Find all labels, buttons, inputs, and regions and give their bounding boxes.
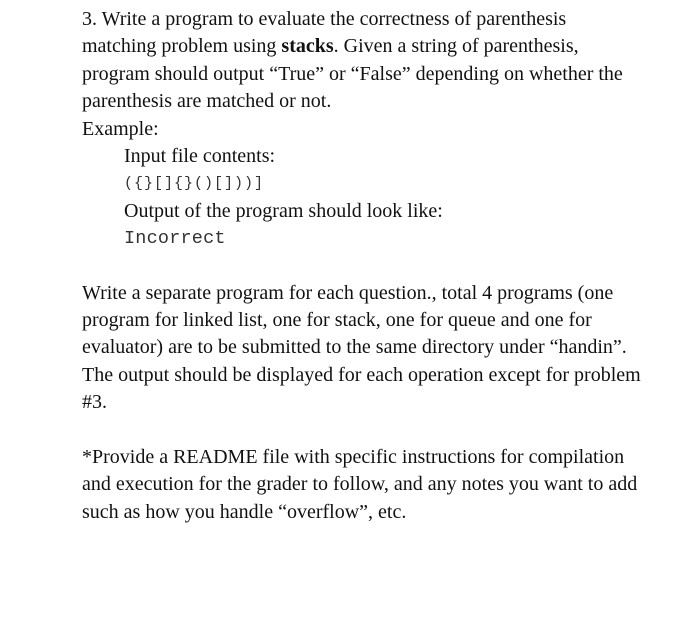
question-3-text bbox=[82, 6, 642, 116]
question-rest: . Given a string of parenthesis, program should output “True” or “False” depending on whether the parenthesis are matched or not. bbox=[82, 35, 623, 113]
assignment-document bbox=[82, 6, 642, 526]
example-input-label: Input file contents: bbox=[124, 145, 276, 168]
question-intro: 3. Write a program to evaluate the correctness of parenthesis matching problem using bbox=[82, 8, 567, 58]
example-input-value: ({}[]{}()[]))] bbox=[124, 175, 265, 193]
example-output-value: Incorrect bbox=[124, 228, 226, 250]
readme-note-paragraph: *Provide a README file with specific instructions for compilation and execution for the grader to follow, and any notes you want to add such as how you handle “overflow”, etc. bbox=[82, 445, 638, 523]
question-bold-word: stacks bbox=[281, 35, 334, 58]
example-label: Example: bbox=[82, 117, 159, 140]
instructions-paragraph: Write a separate program for each question., total 4 programs (one program for linked list, one for stack, one for queue and one for evaluator) are to be submitted to the same directory under “handin”. The output should be displayed for each operation except for problem #3. bbox=[82, 281, 641, 414]
example-output-label: Output of the program should look like: bbox=[124, 199, 443, 222]
